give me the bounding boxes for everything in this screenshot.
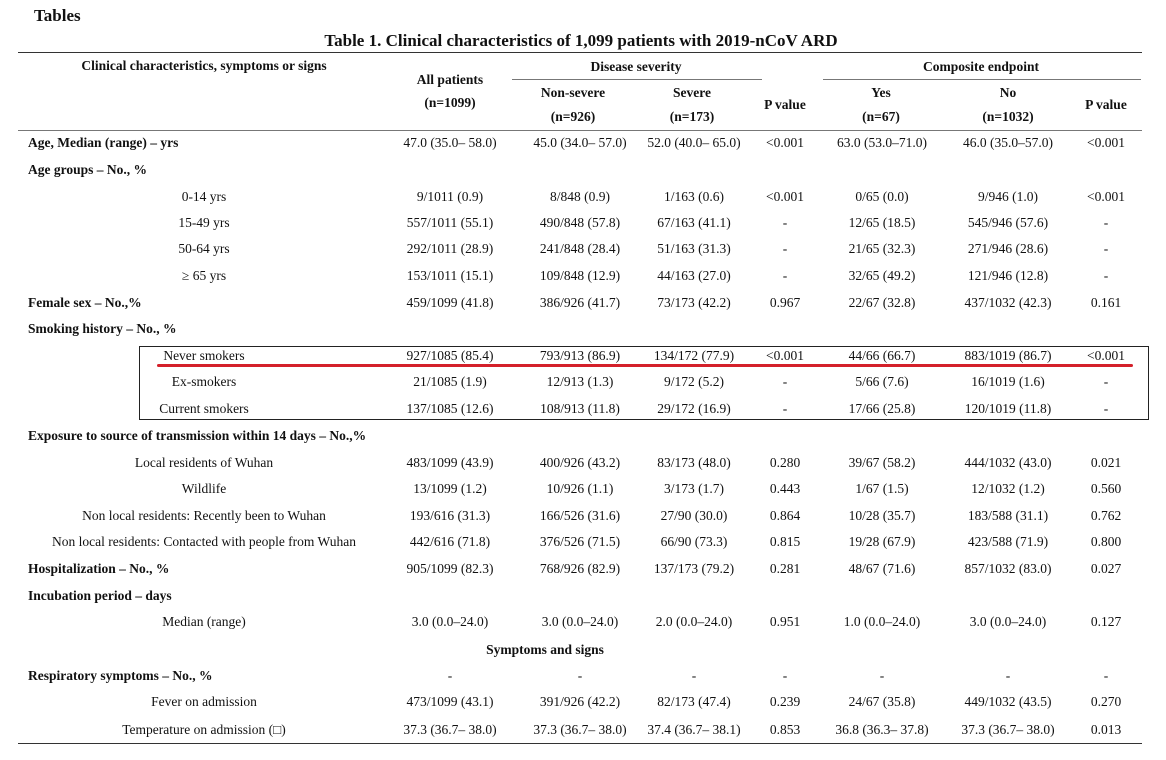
table-cell: 0.013: [1090, 722, 1122, 737]
table-cell: 82/173 (47.4): [657, 694, 731, 709]
table-cell: 36.8 (36.3– 37.8): [835, 722, 929, 737]
table-cell: 22/67 (32.8): [848, 295, 916, 310]
table-cell: 137/173 (79.2): [653, 561, 735, 576]
row-label: Exposure to source of transmission within 14 days – No.,%: [28, 428, 367, 443]
table-cell: <0.001: [766, 189, 804, 204]
table-cell: 12/913 (1.3): [546, 374, 614, 389]
table-cell: 52.0 (40.0– 65.0): [647, 135, 741, 150]
table-cell: 0.161: [1090, 295, 1122, 310]
table-cell: 437/1032 (42.3): [964, 295, 1052, 310]
table-cell: 66/90 (73.3): [660, 534, 728, 549]
table-cell: 490/848 (57.8): [539, 215, 621, 230]
table-cell: 16/1019 (1.6): [971, 374, 1045, 389]
table-cell: 0.815: [769, 534, 801, 549]
row-label: Age groups – No., %: [28, 162, 148, 177]
table-cell: 9/1011 (0.9): [416, 189, 484, 204]
row-label: Local residents of Wuhan: [134, 455, 274, 470]
table-cell: 0.853: [769, 722, 801, 737]
table-cell: -: [447, 668, 453, 683]
table-cell: 8/848 (0.9): [550, 189, 610, 204]
table-cell: 444/1032 (43.0): [964, 455, 1052, 470]
header-severe-n: (n=173): [669, 109, 715, 124]
table-cell: 44/66 (66.7): [848, 348, 916, 363]
table-cell: 37.3 (36.7– 38.0): [533, 722, 627, 737]
table-cell: 3.0 (0.0–24.0): [969, 614, 1047, 629]
row-label: 0-14 yrs: [181, 189, 227, 204]
severity-group-rule: [512, 79, 762, 80]
table-cell: 473/1099 (43.1): [406, 694, 494, 709]
table-cell: 391/926 (42.2): [539, 694, 621, 709]
header-all-patients: All patients: [416, 72, 484, 87]
table-cell: 121/946 (12.8): [967, 268, 1049, 283]
table-cell: 292/1011 (28.9): [406, 241, 494, 256]
table-cell: 905/1099 (82.3): [406, 561, 494, 576]
header-bottom-rule: [18, 130, 1142, 131]
table-cell: 37.4 (36.7– 38.1): [647, 722, 741, 737]
table-cell: -: [1103, 668, 1109, 683]
table-cell: -: [782, 401, 788, 416]
table-cell: 109/848 (12.9): [539, 268, 621, 283]
table-cell: 768/926 (82.9): [539, 561, 621, 576]
smoking-highlight-box: [139, 346, 1149, 420]
row-label: Median (range): [162, 614, 246, 629]
table-cell: 47.0 (35.0– 58.0): [403, 135, 497, 150]
table-cell: 1.0 (0.0–24.0): [843, 614, 921, 629]
table-cell: 0/65 (0.0): [855, 189, 909, 204]
header-no-n: (n=1032): [982, 109, 1034, 124]
table-cell: <0.001: [1087, 348, 1125, 363]
table-cell: 17/66 (25.8): [848, 401, 916, 416]
table-cell: 63.0 (53.0–71.0): [837, 135, 927, 150]
row-label: Smoking history – No., %: [28, 321, 177, 336]
header-severe: Severe: [673, 85, 711, 100]
table-cell: 386/926 (41.7): [539, 295, 621, 310]
table-cell: 73/173 (42.2): [657, 295, 731, 310]
table-cell: 193/616 (31.3): [409, 508, 491, 523]
table-cell: 37.3 (36.7– 38.0): [961, 722, 1055, 737]
table-cell: 557/1011 (55.1): [406, 215, 494, 230]
table-cell: 927/1085 (85.4): [406, 348, 494, 363]
table-cell: 21/65 (32.3): [848, 241, 916, 256]
table-cell: 21/1085 (1.9): [413, 374, 487, 389]
table-cell: 9/172 (5.2): [664, 374, 724, 389]
table-cell: 0.951: [769, 614, 801, 629]
table-cell: -: [1103, 401, 1109, 416]
row-label: Female sex – No.,%: [28, 295, 142, 310]
row-label: Age, Median (range) – yrs: [28, 135, 179, 150]
table-cell: 0.967: [769, 295, 801, 310]
row-label: 50-64 yrs: [178, 241, 230, 256]
table-cell: <0.001: [766, 135, 804, 150]
table-cell: 13/1099 (1.2): [413, 481, 487, 496]
table-cell: -: [782, 374, 788, 389]
header-yes: Yes: [871, 85, 891, 100]
row-label: Hospitalization – No., %: [28, 561, 170, 576]
table-cell: 0.443: [769, 481, 801, 496]
row-label: Respiratory symptoms – No., %: [28, 668, 213, 683]
table-cell: 376/526 (71.5): [539, 534, 621, 549]
table-cell: 857/1032 (83.0): [964, 561, 1052, 576]
row-label: 15-49 yrs: [178, 215, 230, 230]
table-cell: 0.021: [1090, 455, 1122, 470]
header-non-severe-n: (n=926): [550, 109, 596, 124]
table-cell: 39/67 (58.2): [848, 455, 916, 470]
table-cell: 0.280: [769, 455, 801, 470]
table-cell: 1/67 (1.5): [855, 481, 909, 496]
table-cell: 12/65 (18.5): [848, 215, 916, 230]
table-cell: 24/67 (35.8): [848, 694, 916, 709]
table-cell: 0.281: [769, 561, 801, 576]
row-label: Non local residents: Recently been to Wuhan: [82, 508, 326, 523]
table-cell: -: [577, 668, 583, 683]
table-cell: 137/1085 (12.6): [406, 401, 494, 416]
table-cell: 400/926 (43.2): [539, 455, 621, 470]
table-cell: 3.0 (0.0–24.0): [411, 614, 489, 629]
table-cell: 67/163 (41.1): [657, 215, 731, 230]
table-cell: <0.001: [766, 348, 804, 363]
header-composite-endpoint: Composite endpoint: [923, 59, 1039, 74]
table-cell: 51/163 (31.3): [657, 241, 731, 256]
header-p-value-severity: P value: [764, 97, 806, 112]
row-label: Non local residents: Contacted with people from Wuhan: [51, 534, 357, 549]
table-cell: 27/90 (30.0): [660, 508, 728, 523]
table-cell: 0.127: [1090, 614, 1122, 629]
table-cell: 0.864: [769, 508, 801, 523]
table-cell: 423/588 (71.9): [967, 534, 1049, 549]
table-cell: 3/173 (1.7): [664, 481, 724, 496]
table-cell: -: [1103, 215, 1109, 230]
table-cell: -: [782, 668, 788, 683]
header-non-severe: Non-severe: [540, 85, 606, 100]
table-cell: -: [879, 668, 885, 683]
table-cell: 449/1032 (43.5): [964, 694, 1052, 709]
row-label: Fever on admission: [151, 694, 257, 709]
table-cell: 271/946 (28.6): [967, 241, 1049, 256]
table-cell: 793/913 (86.9): [539, 348, 621, 363]
table-cell: -: [782, 268, 788, 283]
table-cell: 3.0 (0.0–24.0): [541, 614, 619, 629]
table-cell: -: [782, 241, 788, 256]
row-label: ≥ 65 yrs: [181, 268, 227, 283]
endpoint-group-rule: [823, 79, 1141, 80]
table-cell: 0.762: [1090, 508, 1122, 523]
table-cell: 29/172 (16.9): [657, 401, 731, 416]
row-label: Never smokers: [163, 348, 245, 363]
table-cell: 883/1019 (86.7): [964, 348, 1052, 363]
row-label: Ex-smokers: [171, 374, 237, 389]
row-label: Current smokers: [159, 401, 249, 416]
table-cell: 19/28 (67.9): [848, 534, 916, 549]
table-cell: 32/65 (49.2): [848, 268, 916, 283]
section-heading: Tables: [34, 6, 81, 25]
table-cell: 12/1032 (1.2): [971, 481, 1045, 496]
table-cell: -: [782, 215, 788, 230]
table-cell: 1/163 (0.6): [664, 189, 724, 204]
table-cell: 459/1099 (41.8): [406, 295, 494, 310]
table-cell: 9/946 (1.0): [978, 189, 1038, 204]
table-cell: -: [1103, 268, 1109, 283]
header-characteristics: Clinical characteristics, symptoms or signs: [81, 58, 327, 73]
table-cell: 44/163 (27.0): [657, 268, 731, 283]
table-cell: 37.3 (36.7– 38.0): [403, 722, 497, 737]
table-cell: 5/66 (7.6): [855, 374, 909, 389]
table-cell: 483/1099 (43.9): [406, 455, 494, 470]
table-cell: 183/588 (31.1): [967, 508, 1049, 523]
header-no: No: [999, 85, 1017, 100]
table-cell: 10/28 (35.7): [848, 508, 916, 523]
table-cell: 166/526 (31.6): [539, 508, 621, 523]
table-top-rule: [18, 52, 1142, 53]
table-cell: 134/172 (77.9): [653, 348, 735, 363]
table-cell: -: [1103, 374, 1109, 389]
table-cell: 2.0 (0.0–24.0): [655, 614, 733, 629]
header-p-value-endpoint: P value: [1085, 97, 1127, 112]
table-cell: 45.0 (34.0– 57.0): [533, 135, 627, 150]
table-cell: 108/913 (11.8): [540, 401, 620, 416]
table-cell: 0.800: [1090, 534, 1122, 549]
row-label: Temperature on admission (□): [122, 722, 286, 737]
never-smokers-red-underline: [157, 364, 1133, 367]
table-cell: <0.001: [1087, 189, 1125, 204]
row-label: Incubation period – days: [28, 588, 172, 603]
header-yes-n: (n=67): [862, 109, 900, 124]
table-cell: 442/616 (71.8): [409, 534, 491, 549]
table-cell: 0.027: [1090, 561, 1122, 576]
header-all-patients-n: (n=1099): [424, 95, 476, 110]
table-cell: 241/848 (28.4): [539, 241, 621, 256]
table-cell: <0.001: [1087, 135, 1125, 150]
table-cell: 545/946 (57.6): [967, 215, 1049, 230]
table-cell: 0.270: [1090, 694, 1122, 709]
table-bottom-rule: [18, 743, 1142, 744]
table-cell: -: [691, 668, 697, 683]
table-cell: 46.0 (35.0–57.0): [963, 135, 1053, 150]
table-cell: -: [1103, 241, 1109, 256]
table-cell: 120/1019 (11.8): [964, 401, 1052, 416]
table-cell: -: [1005, 668, 1011, 683]
table-cell: 48/67 (71.6): [848, 561, 916, 576]
row-label: Symptoms and signs: [486, 642, 604, 657]
row-label: Wildlife: [181, 481, 227, 496]
header-disease-severity: Disease severity: [590, 59, 682, 74]
table-cell: 10/926 (1.1): [546, 481, 614, 496]
table-cell: 0.239: [769, 694, 801, 709]
table-cell: 153/1011 (15.1): [406, 268, 494, 283]
table-cell: 0.560: [1090, 481, 1122, 496]
table-caption: Table 1. Clinical characteristics of 1,099 patients with 2019-nCoV ARD: [324, 31, 838, 50]
table-cell: 83/173 (48.0): [657, 455, 731, 470]
